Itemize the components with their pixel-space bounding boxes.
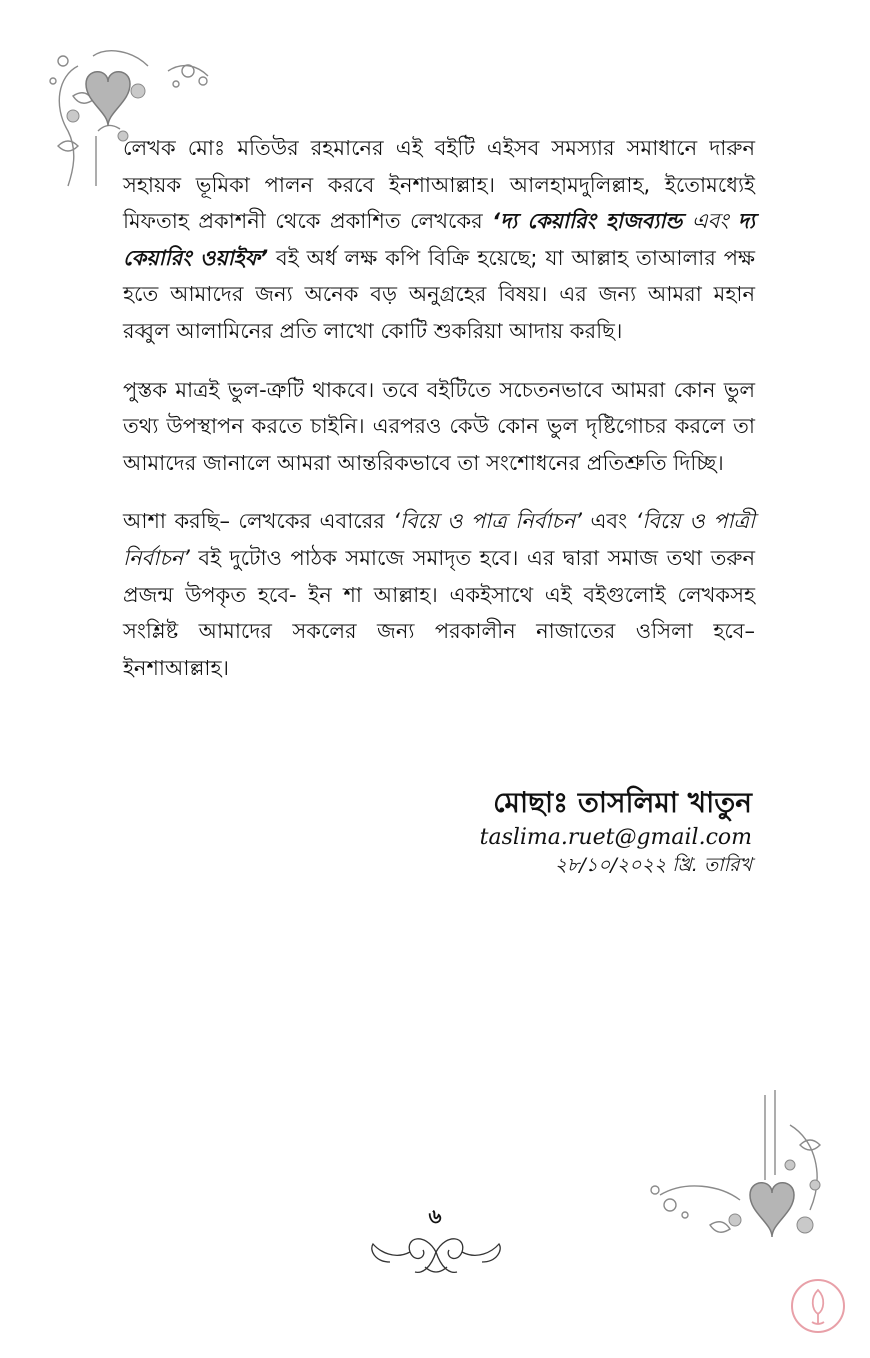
signature-email: taslima.ruet@gmail.com [479,825,752,850]
paragraph-2 [123,372,755,482]
paragraph-3 [123,503,755,686]
signature-date: ২৮/১০/২০২২ খ্রি. তারিখ [554,854,752,876]
paragraph-text-segment: এবং [682,209,738,234]
page-number: ৬ [428,1204,442,1228]
paragraph-text-segment: ‘বিয়ে ও পাত্র নির্বাচন’ [393,509,582,534]
paragraph-text-segment: পুস্তক মাত্রই ভুল-ত্রুটি থাকবে। তবে বইটিতে সচেতনভাবে আমরা কোন ভুল তথ্য উপস্থাপন করতে চাইনি। এরপরও কেউ কোন ভুল দৃষ্টিগোচর করলে তা আমাদের জানালে আমরা আন্তরিকভাবে তা সংশোধনের প্রতিশ্রুতি দিচ্ছি। [123,377,755,475]
paragraph-text-segment: বই অর্ধ লক্ষ কপি বিক্রি হয়েছে; যা আল্লাহ তাআলার পক্ষ হতে আমাদের জন্য অনেক বড় অনুগ্রহের বিষয়। এর জন্য আমরা মহান রব্বুল আলামিনের প্রতি লাখো কোটি শুকরিয়া আদায় করছি। [123,245,756,343]
paragraph-text-segment: এবং [581,509,636,534]
paragraph-text-segment: লেখক মোঃ মতিউর রহমানের এই বইটি এইসব সমস্যার সমাধানে দারুন সহায়ক ভূমিকা পালন করবে ইনশাআল্লাহ। আলহামদুলিল্লাহ, ইতোমধ্যেই মিফতাহ প্রকাশনী থেকে প্রকাশিত লেখকের [123,136,755,234]
paragraph-text-segment: ‘বিয়ে ও পাত্রী নির্বাচন’ [123,509,755,570]
page-body [123,130,755,708]
paragraph-1 [123,130,755,350]
paragraph-text-segment: বই দুটোও পাঠক সমাজে সমাদৃত হবে। এর দ্বারা সমাজ তথা তরুন প্রজন্ম উপকৃত হবে- ইন শা আল্লাহ। একইসাথে এই বইগুলোই লেখকসহ সংশ্লিষ্ট আমাদের সকলের জন্য পরকালীন নাজাতের ওসিলা হবে– ইনশাআল্লাহ। [123,545,755,680]
signature-name: মোছাঃ তাসলিমা খাতুন [493,786,752,819]
paragraph-text-segment: ‘দ্য কেয়ারিং হাজব্যান্ড [492,209,683,234]
publisher-logo-watermark-icon [790,1278,846,1334]
signature-block [480,782,752,878]
footer-scroll-ornament-icon [365,1222,507,1280]
paragraph-text-segment: আশা করছি– লেখকের এবারের [123,509,394,534]
paragraph-text-segment: দ্য কেয়ারিং ওয়াইফ’ [123,209,755,270]
